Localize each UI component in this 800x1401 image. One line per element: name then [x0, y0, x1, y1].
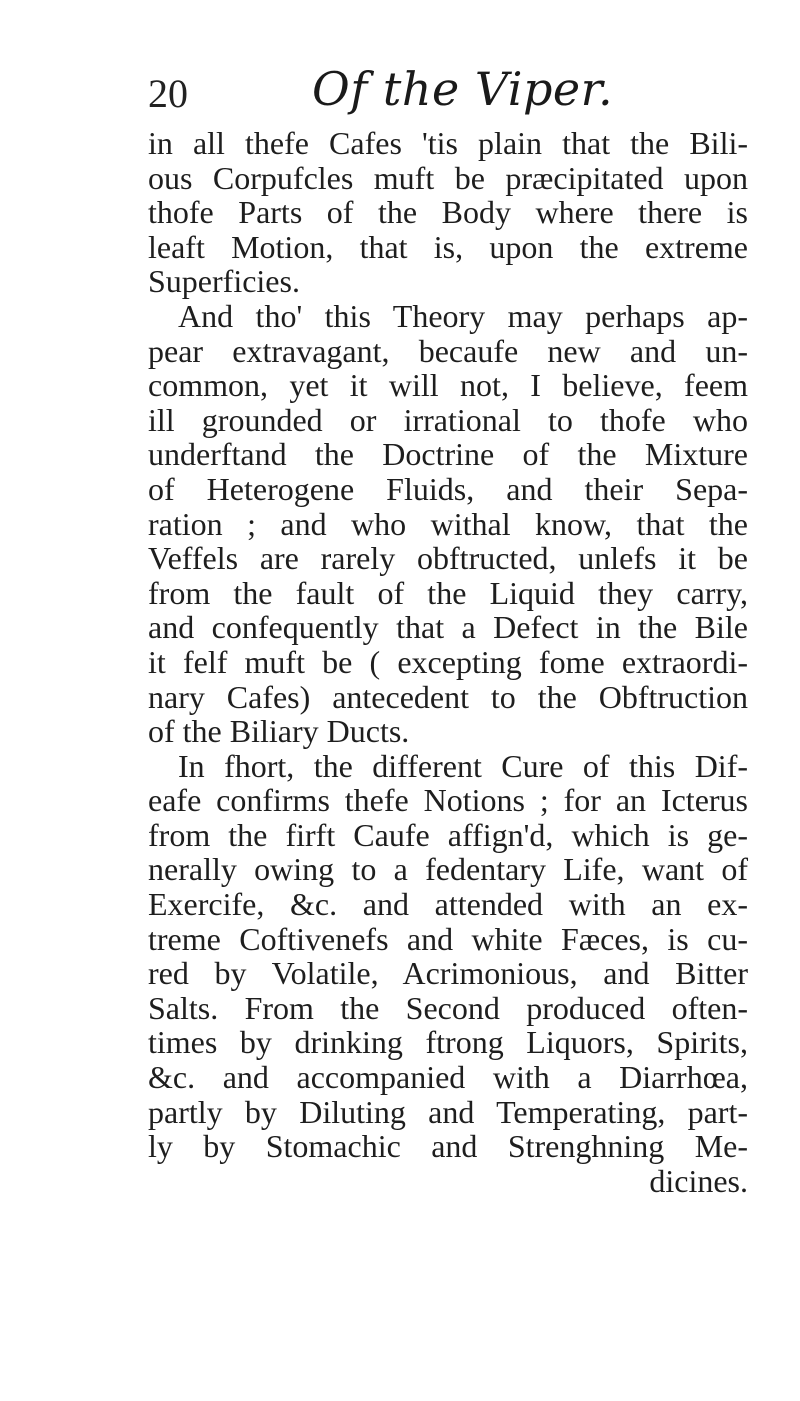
text-line: thofe Parts of the Body where there is: [148, 194, 748, 231]
text-line: Salts. From the Second produced often-: [148, 989, 748, 1026]
text-line: from the firft Caufe affign'd, which is ge-: [148, 816, 748, 853]
text-line: underftand the Doctrine of the Mixture: [148, 436, 748, 473]
text-line: In fhort, the different Cure of this Dif-: [178, 747, 748, 784]
text-line: it felf muft be ( excepting fome extraordi-: [148, 643, 748, 680]
text-line: treme Coftivenefs and white Fæces, is cu-: [148, 920, 748, 957]
text-line: ration ; and who withal know, that the: [148, 505, 748, 542]
text-line: and confequently that a Defect in the Bile: [148, 609, 748, 646]
text-line: from the fault of the Liquid they carry,: [148, 574, 748, 611]
text-line: Veffels are rarely obftructed, unlefs it be: [148, 540, 748, 577]
text-line: leaft Motion, that is, upon the extreme: [148, 228, 748, 265]
text-line: And tho' this Theory may perhaps ap-: [178, 297, 748, 334]
text-line: of the Biliary Ducts.: [148, 713, 410, 750]
text-line: ly by Stomachic and Strenghning Me-: [148, 1128, 748, 1165]
text-line: dicines.: [649, 1162, 748, 1199]
text-line: of Heterogene Fluids, and their Sepa-: [148, 470, 748, 507]
text-line: nary Cafes) antecedent to the Obftruction: [148, 678, 748, 715]
text-line: &c. and accompanied with a Diarrhœa,: [148, 1059, 748, 1096]
text-line: times by drinking ftrong Liquors, Spirits,: [148, 1024, 748, 1061]
text-line: ill grounded or irrational to thofe who: [148, 401, 748, 438]
text-line: common, yet it will not, I believe, feem: [148, 367, 748, 404]
text-line: in all thefe Cafes 'tis plain that the Bili-: [148, 125, 748, 161]
text-line: red by Volatile, Acrimonious, and Bitter: [148, 955, 748, 992]
page-title: Of the Viper.: [312, 62, 614, 116]
text-line: pear extravagant, becaufe new and un-: [148, 332, 748, 369]
text-line: Exercife, &c. and attended with an ex-: [148, 886, 748, 923]
text-line: ous Corpufcles muft be præcipitated upon: [148, 159, 748, 196]
text-line: partly by Diluting and Temperating, part-: [148, 1093, 748, 1130]
text-line: Superficies.: [148, 263, 300, 300]
text-line: nerally owing to a fedentary Life, want of: [148, 851, 748, 888]
page-number: 20: [148, 71, 188, 116]
running-head: [148, 62, 748, 124]
body-text: [148, 126, 748, 1198]
text-line: eafe confirms thefe Notions ; for an Icterus: [148, 782, 748, 819]
